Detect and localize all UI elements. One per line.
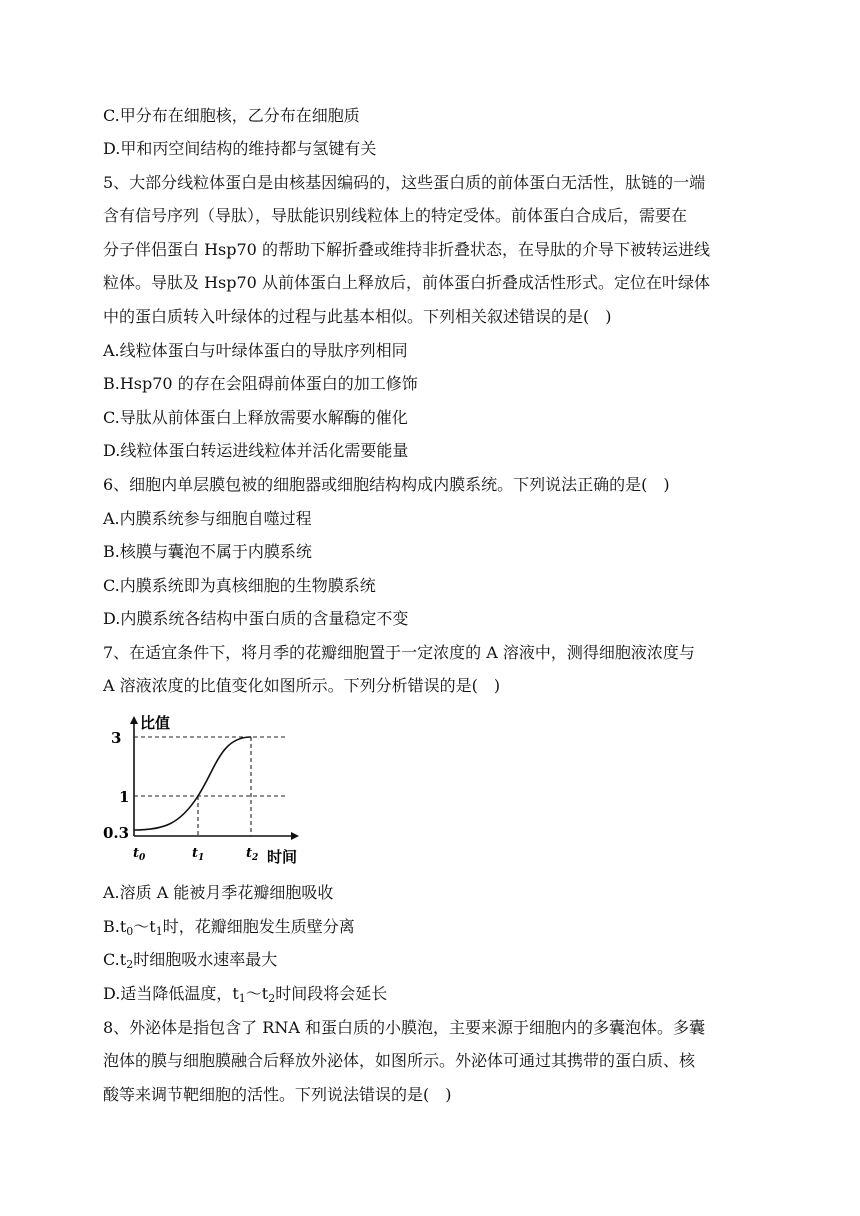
q6-option-a: A.内膜系统参与细胞自噬过程 — [103, 509, 312, 528]
q5-stem-line-1: 5、大部分线粒体蛋白是由核基因编码的，这些蛋白质的前体蛋白无活性，肽链的一端 — [103, 173, 706, 192]
q5-stem-line-4: 粒体。导肽及 Hsp70 从前体蛋白上释放后，前体蛋白折叠成活性形式。定位在叶绿体 — [103, 273, 710, 292]
q5-option-d: D.线粒体蛋白转运进线粒体并活化需要能量 — [103, 441, 409, 460]
q6-stem: 6、细胞内单层膜包被的细胞器或细胞结构构成内膜系统。下列说法正确的是( ) — [103, 475, 670, 494]
x-tick-label: $t_0$ — [133, 846, 146, 863]
y-axis-label: 比值 — [140, 714, 171, 732]
q6-option-c: C.内膜系统即为真核细胞的生物膜系统 — [103, 576, 376, 595]
series-curve — [134, 737, 251, 830]
q5-option-a: A.线粒体蛋白与叶绿体蛋白的导肽序列相同 — [103, 341, 408, 360]
q8-stem-line-3: 酸等来调节靶细胞的活性。下列说法错误的是( ) — [103, 1085, 452, 1104]
x-tick-label: $t_2$ — [246, 846, 259, 863]
q5-stem-line-5: 中的蛋白质转入叶绿体的过程与此基本相似。下列相关叙述错误的是( ) — [103, 307, 612, 326]
q6-option-d: D.内膜系统各结构中蛋白质的含量稳定不变 — [103, 609, 409, 628]
ratio-chart — [103, 712, 313, 867]
q5-stem-line-3: 分子伴侣蛋白 Hsp70 的帮助下解折叠或维持非折叠状态，在导肽的介导下被转运进线 — [103, 240, 710, 259]
x-axis-arrow — [291, 832, 299, 840]
q7-option-c: $C.t_2$时细胞吸水速率最大 — [103, 950, 278, 971]
q8-stem-line-1: 8、外泌体是指包含了 RNA 和蛋白质的小膜泡，主要来源于细胞内的多囊泡体。多囊 — [103, 1018, 705, 1037]
y-tick-label: 3 — [111, 729, 122, 747]
y-tick-label: 1 — [119, 788, 130, 806]
q5-option-b: B.Hsp70 的存在会阻碍前体蛋白的加工修饰 — [103, 374, 418, 393]
q7-option-d: D.适当降低温度，$t_1\sim t_2$时间段将会延长 — [103, 984, 388, 1005]
q6-option-b: B.核膜与囊泡不属于内膜系统 — [103, 542, 312, 561]
y-axis-arrow — [130, 716, 138, 724]
q7-option-a: A.溶质 A 能被月季花瓣细胞吸收 — [103, 883, 334, 902]
q5-option-c: C.导肽从前体蛋白上释放需要水解酶的催化 — [103, 408, 408, 427]
q7-stem-line-1: 7、在适宜条件下，将月季的花瓣细胞置于一定浓度的 A 溶液中，测得细胞液浓度与 — [103, 643, 695, 662]
x-axis-label: 时间 — [267, 848, 298, 866]
option-d-q4: D.甲和丙空间结构的维持都与氢键有关 — [103, 139, 377, 158]
q8-stem-line-2: 泡体的膜与细胞膜融合后释放外泌体，如图所示。外泌体可通过其携带的蛋白质、核 — [103, 1051, 696, 1070]
q7-stem-line-2: A 溶液浓度的比值变化如图所示。下列分析错误的是( ) — [103, 676, 501, 695]
y-tick-label: 0.3 — [103, 824, 130, 842]
q5-stem-line-2: 含有信号序列（导肽），导肽能识别线粒体上的特定受体。前体蛋白合成后，需要在 — [103, 206, 688, 225]
option-c-q4: C.甲分布在细胞核，乙分布在细胞质 — [103, 106, 360, 125]
x-tick-label: $t_1$ — [192, 846, 205, 863]
q7-option-b: $B.t_0\sim t_1$时，花瓣细胞发生质壁分离 — [103, 917, 355, 938]
